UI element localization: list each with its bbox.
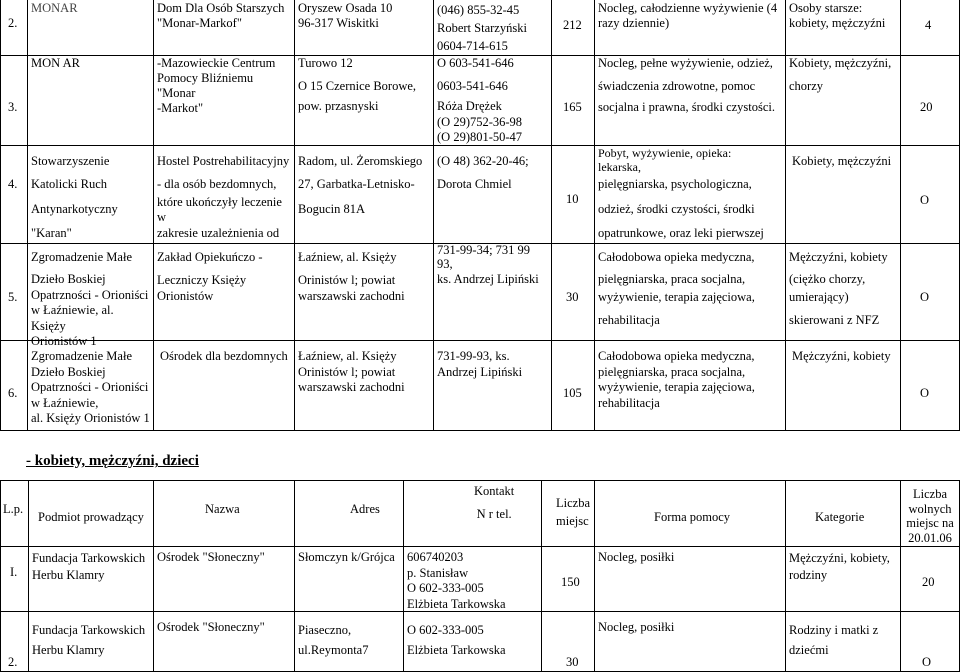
cell-categories: Osoby starsze: kobiety, mężczyźni <box>789 1 886 30</box>
cell-address-line: O 15 Czernice Borowe, <box>298 79 417 93</box>
cell-facility-name-line: Leczniczy Księży Orionistów <box>157 273 247 303</box>
header-name: Nazwa <box>205 502 240 516</box>
cell-facility-name-line: Zakład Opiekuńczo - <box>157 250 263 264</box>
cell-help-form: Całodobowa opieka medyczna, pielęgniarska, praca socjalna, wyżywienie, terapia zajęciowa, rehabilitacja <box>598 349 755 410</box>
cell-contact-line: 0603-541-646 <box>437 79 508 93</box>
header-places: Liczba miejsc <box>556 496 591 528</box>
cell-places: 10 <box>566 192 579 206</box>
cell-address: Oryszew Osada 10 96-317 Wiskitki <box>298 1 393 30</box>
col-divider <box>294 0 295 431</box>
cell-help-form-line: pielęgniarska, praca socjalna, <box>598 272 746 286</box>
cell-organizer-line: Katolicki Ruch <box>31 177 108 191</box>
cell-places: 105 <box>563 386 582 400</box>
cell-contact: 731-99-93, ks. Andrzej Lipiński <box>437 349 523 379</box>
row-number: 2. <box>8 16 18 30</box>
cell-places: 30 <box>566 655 579 669</box>
col-divider <box>785 0 786 431</box>
cell-address-line: Bogucin 81A <box>298 202 366 216</box>
cell-address-line: pow. przasnyski <box>298 99 379 113</box>
cell-categories: Kobiety, mężczyźni <box>792 154 892 168</box>
cell-categories: Rodziny i matki z dziećmi <box>789 623 879 657</box>
cell-help-form-line: wyżywienie, terapia zajęciowa, <box>598 290 755 304</box>
cell-address: Piaseczno, ul.Reymonta7 <box>298 623 369 657</box>
header-address: Adres <box>350 502 380 516</box>
cell-organizer: Zgromadzenie Małe Dzieło Boskiej Opatrzności - Orioniści w Łaźniewie, al. Księży Orionistów 1 <box>31 349 150 425</box>
cell-organizer: Fundacja Tarkowskich Herbu Klamry <box>32 623 146 657</box>
cell-contact: (046) 855-32-45 Robert Starzyński 0604-714-615 <box>437 3 527 53</box>
col-divider <box>0 0 1 431</box>
cell-places: 212 <box>563 18 582 32</box>
cell-address-line: Radom, ul. Żeromskiego <box>298 154 423 168</box>
cell-help-form-line: socjalna i prawna, środki czystości. <box>598 100 776 114</box>
col-divider <box>27 0 28 431</box>
col-divider <box>594 480 595 672</box>
cell-categories: Mężczyźni, kobiety <box>792 349 891 363</box>
cell-facility-name-line: Hostel Postrehabilitacyjny <box>157 154 290 168</box>
cell-address-line: Orinistów l; powiat warszawski zachodni <box>298 273 405 303</box>
cell-facility-name: Ośrodek "Słoneczny" <box>157 550 265 564</box>
cell-help-form: Nocleg, posiłki <box>598 550 675 564</box>
header-categories: Kategorie <box>815 510 865 524</box>
col-divider <box>594 0 595 431</box>
cell-organizer-line: Dzieło Boskiej Opatrzności - Orioniści w Łaźniewie, al. Księży Orionistów 1 <box>31 272 149 348</box>
cell-contact: O 602-333-005 Elżbieta Tarkowska <box>407 623 506 657</box>
cell-help-form-line: opatrunkowe, oraz leki pierwszej <box>598 226 764 240</box>
header-contact: Kontakt N r tel. <box>474 484 515 521</box>
cell-places: 30 <box>566 290 579 304</box>
cell-address-line: 27, Garbatka-Letnisko- <box>298 177 415 191</box>
cell-organizer-line: Antynarkotyczny <box>31 202 118 216</box>
row-number: 6. <box>8 386 18 400</box>
cell-facility-name: Ośrodek "Słoneczny" <box>157 620 265 634</box>
cell-help-form-line: pielęgniarska, psychologiczna, <box>598 177 752 191</box>
cell-contact-line: ks. Andrzej Lipiński <box>437 272 539 286</box>
cell-free-places: 20 <box>920 100 933 114</box>
cell-help-form-line: Całodobowa opieka medyczna, <box>598 250 755 264</box>
cell-categories-line: chorzy <box>789 79 824 93</box>
header-divider <box>0 546 960 547</box>
cell-free-places: O <box>920 386 930 400</box>
cell-organizer: MON AR <box>31 56 80 70</box>
cell-help-form-line: Pobyt, wyżywienie, opieka: lekarska, <box>598 146 732 174</box>
cell-contact-line: Róża Drężek (O 29)752-36-98 (O 29)801-50-47 <box>437 99 523 144</box>
cell-categories-line: (ciężko chorzy, <box>789 272 866 286</box>
col-divider <box>900 0 901 431</box>
col-divider <box>153 0 154 431</box>
cell-contact-line: O 603-541-646 <box>437 56 514 70</box>
col-divider <box>900 480 901 672</box>
cell-facility-name-line: zakresie uzależnienia od <box>157 226 280 240</box>
cell-free-places: O <box>922 655 932 669</box>
cell-free-places: 20 <box>922 575 935 589</box>
header-help-form: Forma pomocy <box>654 510 731 524</box>
col-divider <box>551 0 552 431</box>
row-number: I. <box>10 565 18 579</box>
cell-help-form: Nocleg, całodzienne wyżywienie (4 razy dziennie) <box>598 1 778 30</box>
row-number: 2. <box>8 655 18 669</box>
col-divider <box>433 0 434 431</box>
cell-free-places: O <box>920 290 930 304</box>
cell-categories-line: umierający) <box>789 290 849 304</box>
cell-contact-line: (O 48) 362-20-46; <box>437 154 529 168</box>
cell-help-form-line: Nocleg, pełne wyżywienie, odzież, <box>598 56 773 70</box>
cell-categories-line: skierowani z NFZ <box>789 313 880 327</box>
cell-categories: Mężczyźni, kobiety, rodziny <box>789 551 890 582</box>
row-number: 5. <box>8 290 18 304</box>
cell-help-form-line: rehabilitacja <box>598 313 660 327</box>
col-divider <box>541 480 542 672</box>
cell-places: 150 <box>561 575 580 589</box>
cell-facility-name-line: - dla osób bezdomnych, <box>157 177 277 191</box>
header-free-places: Liczba wolnych miejsc na 20.01.06 <box>906 487 954 545</box>
header-organizer: Podmiot prowadzący <box>38 510 144 524</box>
cell-contact: 606740203 p. Stanisław O 602-333-005 Elżbieta Tarkowska <box>407 550 506 611</box>
cell-facility-name: Ośrodek dla bezdomnych <box>160 349 288 363</box>
cell-categories-line: Mężczyźni, kobiety <box>789 250 888 264</box>
cell-organizer-line: Stowarzyszenie <box>31 154 110 168</box>
cell-free-places: O <box>920 193 930 207</box>
table-top-border <box>0 480 960 481</box>
cell-facility-name-line: które ukończyły leczenie w <box>157 195 282 224</box>
cell-help-form-line: odzież, środki czystości, środki <box>598 202 755 216</box>
cell-address: Łaźniew, al. Księży Orinistów l; powiat warszawski zachodni <box>298 349 405 394</box>
cell-contact-line: 731-99-34; 731 99 93, <box>437 243 531 271</box>
col-divider <box>153 480 154 672</box>
row-number: 4. <box>8 177 18 191</box>
col-divider <box>294 480 295 672</box>
cell-address-line: Turowo 12 <box>298 56 353 70</box>
col-divider <box>0 480 1 672</box>
cell-organizer: MONAR <box>31 1 78 15</box>
cell-facility-name: Dom Dla Osób Starszych "Monar-Markof" <box>157 1 285 30</box>
col-divider <box>403 480 404 672</box>
header-lp: L.p. <box>3 502 24 516</box>
row-number: 3. <box>8 100 18 114</box>
cell-contact-line: Dorota Chmiel <box>437 177 512 191</box>
cell-categories-line: Kobiety, mężczyźni, <box>789 56 892 70</box>
table-bottom-border <box>0 430 960 431</box>
col-divider <box>28 480 29 672</box>
cell-organizer-line: "Karan" <box>31 226 72 240</box>
cell-help-form-line: świadczenia zdrowotne, pomoc <box>598 79 756 93</box>
cell-address: Słomczyn k/Grójca <box>298 550 395 564</box>
col-divider <box>785 480 786 672</box>
cell-address-line: Łaźniew, al. Księży <box>298 250 397 264</box>
cell-places: 165 <box>563 100 582 114</box>
cell-organizer-line: Zgromadzenie Małe <box>31 250 132 264</box>
cell-facility-name: -Mazowieckie Centrum Pomocy Bliźniemu "Monar -Markot" <box>157 56 276 115</box>
cell-free-places: 4 <box>925 18 932 32</box>
section-title: - kobiety, mężczyźni, dzieci <box>26 453 199 469</box>
cell-help-form: Nocleg, posiłki <box>598 620 675 634</box>
cell-organizer: Fundacja Tarkowskich Herbu Klamry <box>32 551 146 582</box>
